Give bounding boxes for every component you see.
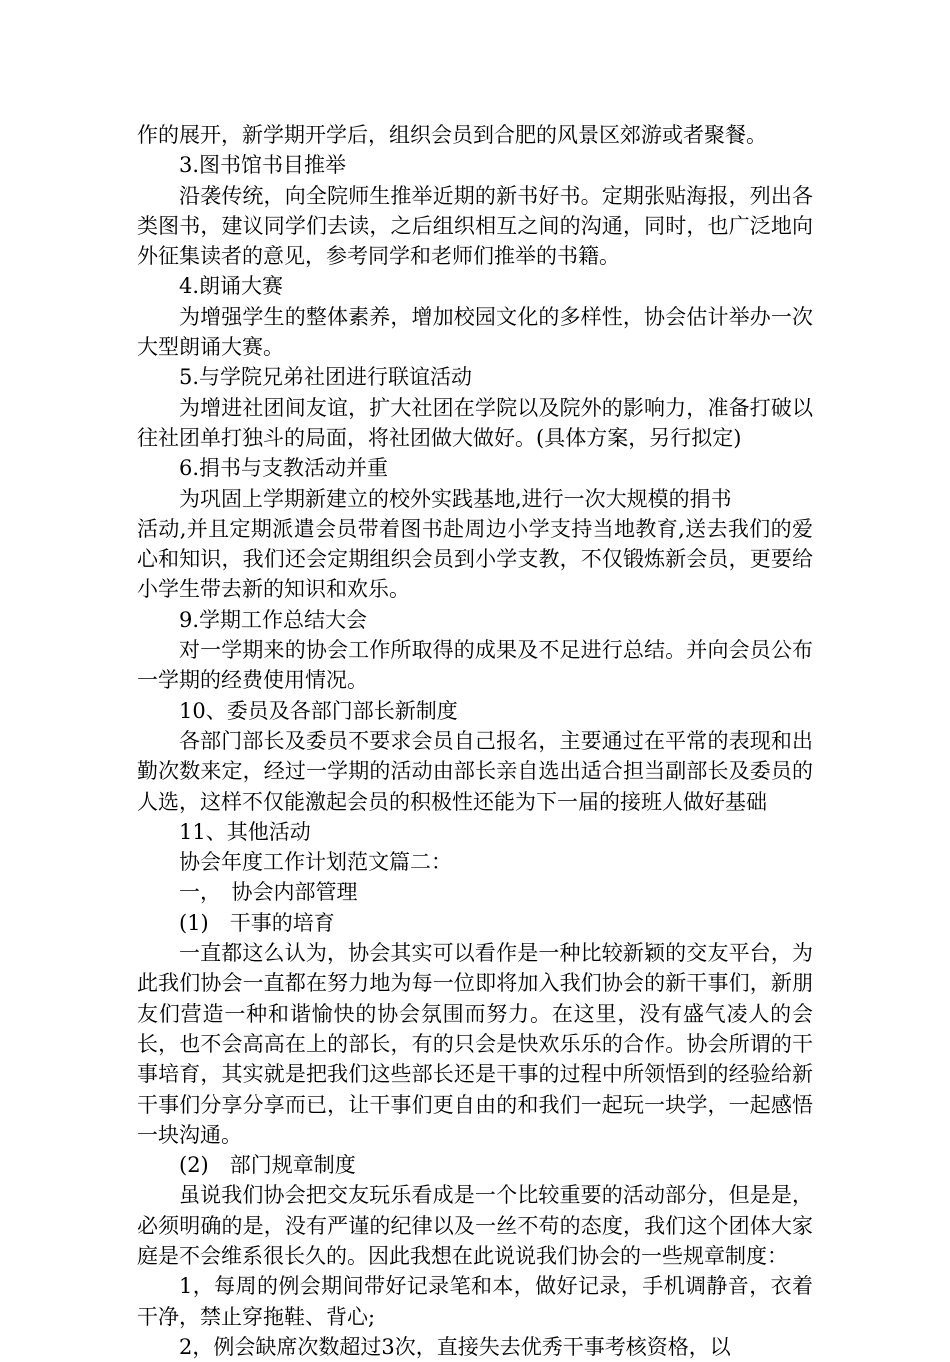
section-heading: 10、委员及各部门部长新制度 <box>179 698 458 723</box>
section-heading: (1) 干事的培育 <box>179 910 335 935</box>
section-heading: 5.与学院兄弟社团进行联谊活动 <box>179 365 473 390</box>
paragraph: 为增进社团间友谊，扩大社团在学院以及院外的影响力，准备打破以往社团单打独斗的局面，将社团做大做好。(具体方案，另行拟定) <box>137 395 813 450</box>
section-heading: 9.学期工作总结大会 <box>179 607 368 632</box>
section-heading: 协会年度工作计划范文篇二： <box>179 850 452 875</box>
section-heading: 4.朗诵大赛 <box>179 274 284 299</box>
paragraph: 作的展开，新学期开学后，组织会员到合肥的风景区郊游或者聚餐。 <box>137 123 767 147</box>
document-body <box>137 120 813 1362</box>
section-heading: 6.捐书与支教活动并重 <box>179 456 389 481</box>
paragraph: 虽说我们协会把交友玩乐看成是一个比较重要的活动部分，但是是，必须明确的是，没有严谨的纪律以及一丝不苟的态度，我们这个团体大家庭是不会维系很长久的。因此我想在此说说我们协会的一些规章制度： <box>137 1183 813 1268</box>
section-heading: 3.图书馆书目推举 <box>179 153 347 178</box>
paragraph: 1，每周的例会期间带好记录笔和本，做好记录，手机调静音，衣着干净，禁止穿拖鞋、背心; <box>137 1274 813 1329</box>
paragraph: 为增强学生的整体素养，增加校园文化的多样性，协会估计举办一次大型朗诵大赛。 <box>137 304 813 360</box>
section-heading: (2) 部门规章制度 <box>179 1153 356 1178</box>
paragraph: 各部门部长及委员不要求会员自己报名，主要通过在平常的表现和出勤次数来定，经过一学期的活动由部长亲自选出适合担当副部长及委员的人选，这样不仅能激起会员的积极性还能为下一届的接班人做好基础 <box>137 728 813 814</box>
section-heading: 11、其他活动 <box>179 819 311 844</box>
paragraph: 活动,并且定期派遣会员带着图书赴周边小学支持当地教育,送去我们的爱心和知识，我们还会定期组织会员到小学支教，不仅锻炼新会员，更要给小学生带去新的知识和欢乐。 <box>137 516 813 602</box>
paragraph: 2，例会缺席次数超过3次，直接失去优秀干事考核资格，以 <box>179 1334 731 1359</box>
paragraph: 一直都这么认为，协会其实可以看作是一种比较新颖的交友平台，为此我们协会一直都在努力地为每一位即将加入我们协会的新干事们，新朋友们营造一种和谐愉快的协会氛围而努力。在这里，没有盛气凌人的会长，也不会高高在上的部长，有的只会是快欢乐乐的合作。协会所谓的干事培育，其实就是把我们这些部长还是干事的过程中所领悟到的经验给新干事们分享分享而已，让干事们更自由的和我们一起玩一块学，一起感悟一块沟通。 <box>137 941 813 1147</box>
paragraph: 为巩固上学期新建立的校外实践基地,进行一次大规模的捐书 <box>179 486 732 511</box>
section-heading: 一， 协会内部管理 <box>179 880 358 905</box>
paragraph: 对一学期来的协会工作所取得的成果及不足进行总结。并向会员公布一学期的经费使用情况。 <box>137 638 813 693</box>
paragraph: 沿袭传统，向全院师生推举近期的新书好书。定期张贴海报，列出各类图书，建议同学们去读，之后组织相互之间的沟通，同时，也广泛地向外征集读者的意见，参考同学和老师们推举的书籍。 <box>137 183 813 269</box>
